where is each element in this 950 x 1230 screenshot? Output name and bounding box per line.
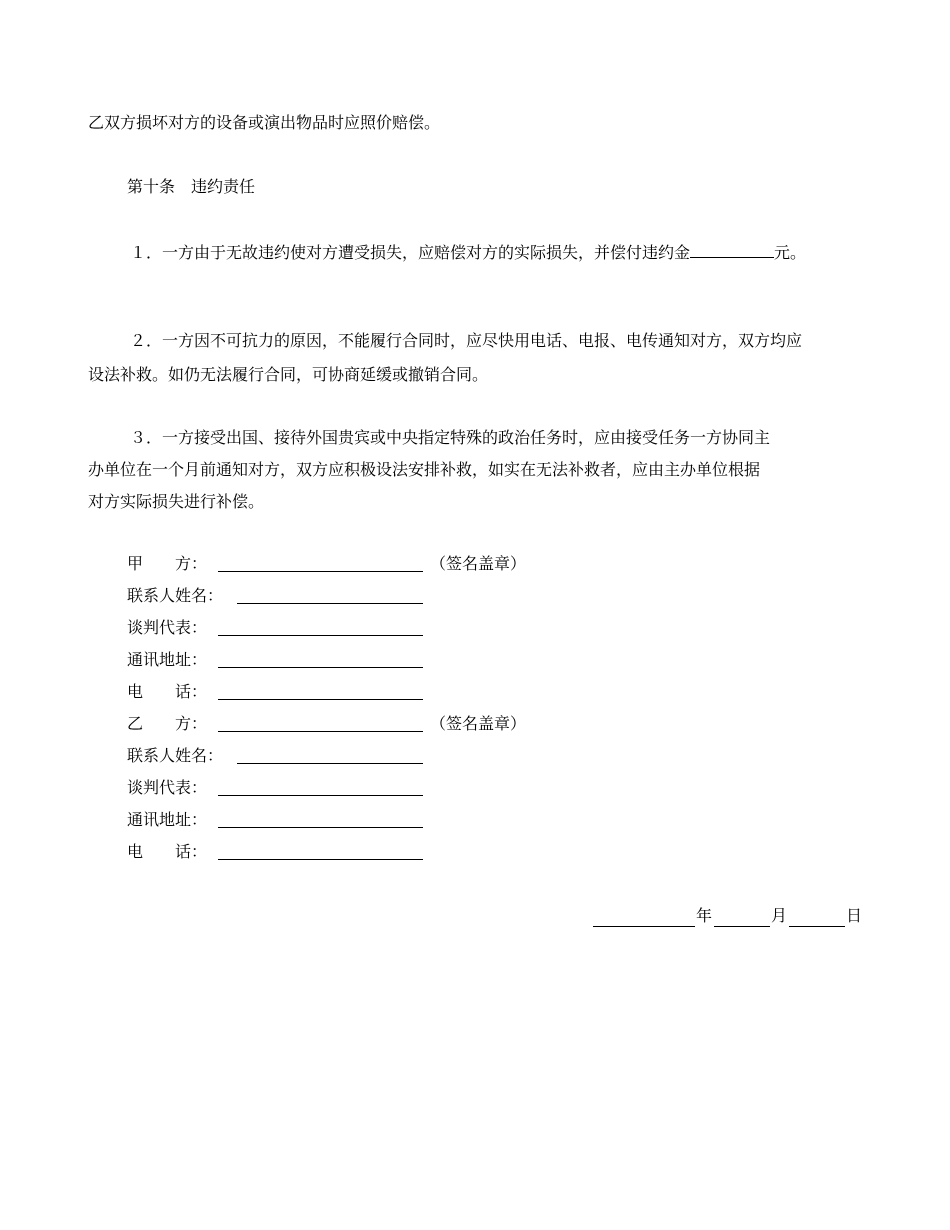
party-b-address-blank[interactable] xyxy=(218,827,423,828)
party-a-address-blank[interactable] xyxy=(218,667,423,668)
party-a-label: 甲 方： xyxy=(127,554,208,573)
date-day-label: 日 xyxy=(846,906,863,925)
party-b-phone-row xyxy=(127,841,427,863)
party-b-name-blank[interactable] xyxy=(218,731,423,732)
party-a-rep-label: 谈判代表： xyxy=(127,618,208,637)
party-a-phone-row xyxy=(127,681,427,703)
party-a-name-row xyxy=(127,553,547,575)
party-a-name-blank[interactable] xyxy=(218,571,423,572)
party-b-label: 乙 方： xyxy=(127,714,208,733)
party-b-rep-blank[interactable] xyxy=(218,795,423,796)
party-b-seal-note: （签名盖章） xyxy=(430,714,527,733)
date-month-blank[interactable] xyxy=(714,926,770,927)
clause-2-line-2: 设法补救。如仍无法履行合同，可协商延缓或撤销合同。 xyxy=(88,365,489,384)
party-b-address-row xyxy=(127,809,427,831)
party-b-phone-blank[interactable] xyxy=(218,859,423,860)
date-year-label: 年 xyxy=(696,906,713,925)
party-b-rep-row xyxy=(127,777,427,799)
party-b-contact-blank[interactable] xyxy=(237,763,423,764)
date-day-blank[interactable] xyxy=(789,926,845,927)
clause-1-text: １．一方由于无故违约使对方遭受损失，应赔偿对方的实际损失，并偿付违约金 xyxy=(130,243,691,262)
article-heading: 第十条 违约责任 xyxy=(127,177,256,196)
party-a-phone-blank[interactable] xyxy=(218,699,423,700)
party-a-phone-label: 电 话： xyxy=(127,682,208,701)
party-a-address-label: 通讯地址： xyxy=(127,650,208,669)
date-month-label: 月 xyxy=(771,906,788,925)
party-b-contact-row xyxy=(127,745,427,767)
party-b-address-label: 通讯地址： xyxy=(127,810,208,829)
party-a-address-row xyxy=(127,649,427,671)
party-a-contact-label: 联系人姓名： xyxy=(127,586,224,605)
party-a-rep-row xyxy=(127,617,427,639)
penalty-amount-blank xyxy=(690,241,774,258)
clause-3-line-2: 办单位在一个月前通知对方，双方应积极设法安排补救，如实在无法补救者，应由主办单位根据 xyxy=(88,460,761,479)
clause-1-unit: 元。 xyxy=(774,243,807,262)
clause-3-line-3: 对方实际损失进行补偿。 xyxy=(88,492,265,511)
party-a-contact-blank[interactable] xyxy=(237,603,423,604)
party-b-rep-label: 谈判代表： xyxy=(127,778,208,797)
clause-2-line-1: ２．一方因不可抗力的原因，不能履行合同时，应尽快用电话、电报、电传通知对方，双方均应 xyxy=(130,331,803,350)
date-year-blank[interactable] xyxy=(593,926,695,927)
party-a-rep-blank[interactable] xyxy=(218,635,423,636)
paragraph-continuation: 乙双方损坏对方的设备或演出物品时应照价赔偿。 xyxy=(88,113,441,132)
party-a-seal-note: （签名盖章） xyxy=(430,554,527,573)
party-b-phone-label: 电 话： xyxy=(127,842,208,861)
party-b-name-row xyxy=(127,713,547,735)
clause-3-line-1: ３．一方接受出国、接待外国贵宾或中央指定特殊的政治任务时，应由接受任务一方协同主 xyxy=(130,428,771,447)
clause-1 xyxy=(130,241,806,263)
party-a-contact-row xyxy=(127,585,427,607)
party-b-contact-label: 联系人姓名： xyxy=(127,746,224,765)
